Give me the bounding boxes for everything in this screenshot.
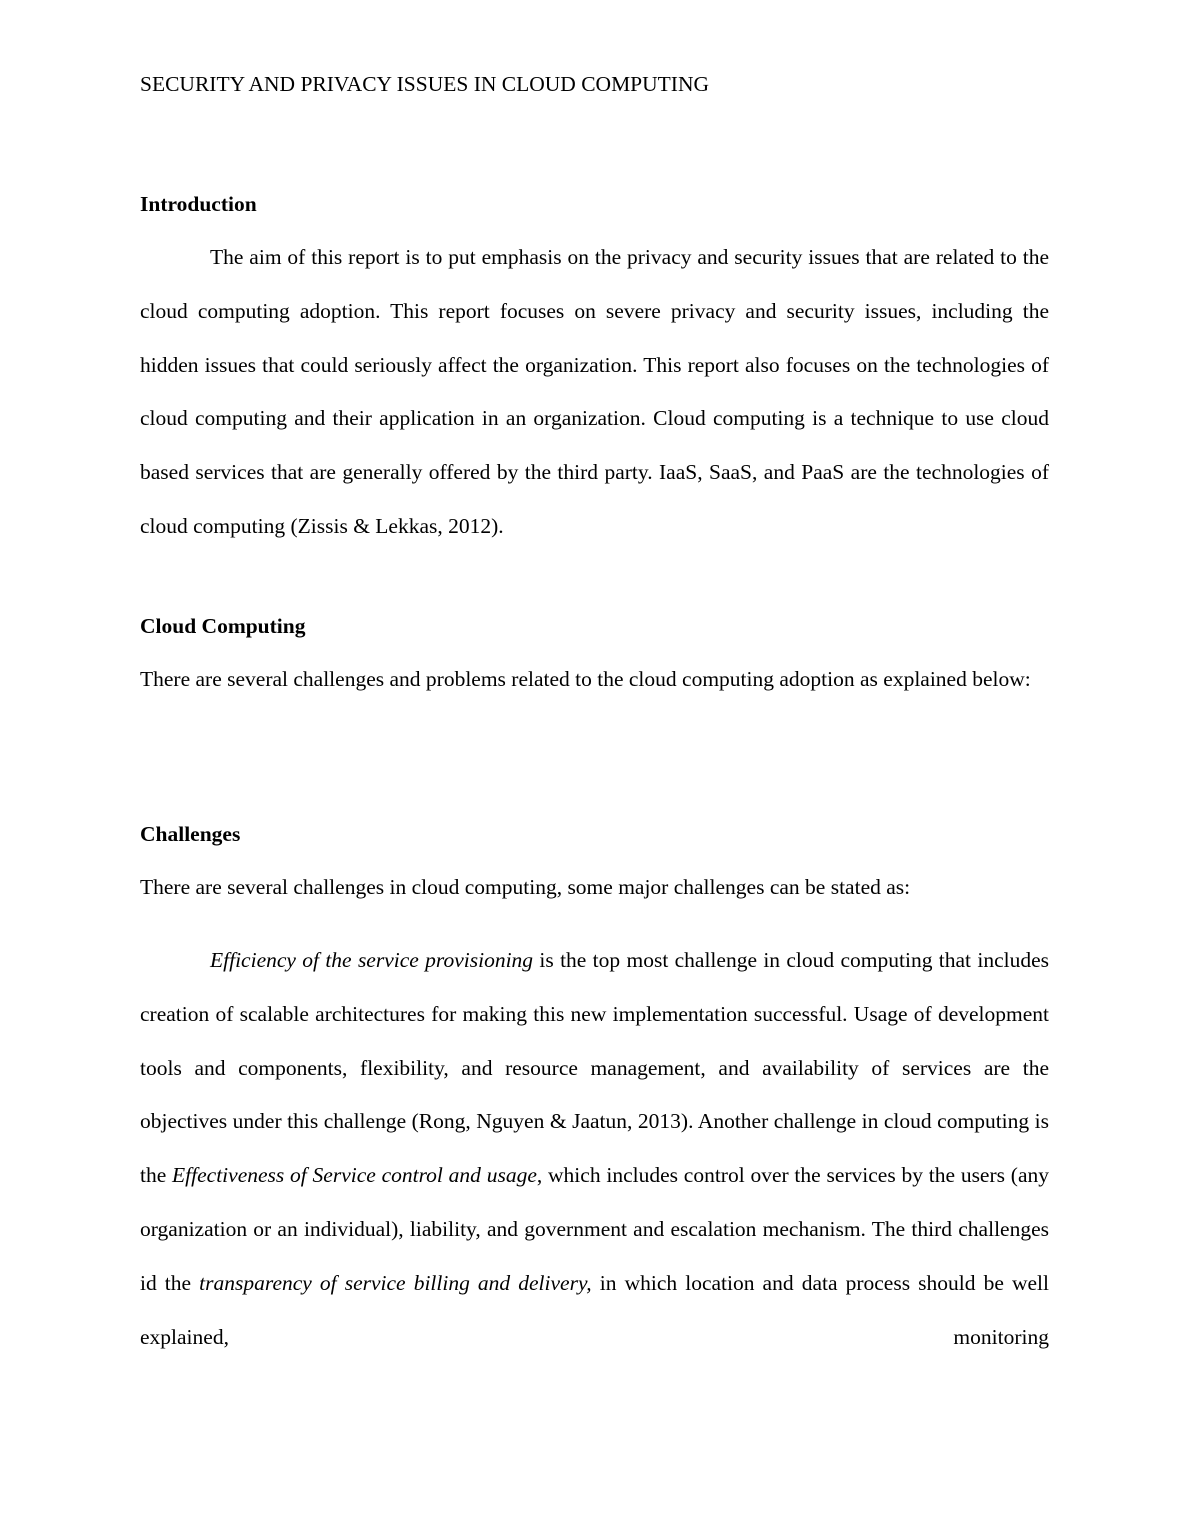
introduction-body — [140, 231, 1049, 554]
challenges-intro-paragraph: There are several challenges in cloud computing, some major challenges can be stated as: — [140, 875, 911, 899]
challenges-text-2: , which includes control over the services by the users (any organization or an individual), liability, and government and escalation mechanism. The third challenges id the — [140, 1163, 1049, 1295]
heading-cloud-computing: Cloud Computing — [140, 614, 306, 638]
cloud-computing-paragraph: There are several challenges and problems related to the cloud computing adoption as explained below: — [140, 667, 1031, 691]
heading-introduction: Introduction — [140, 192, 257, 216]
heading-challenges: Challenges — [140, 822, 241, 846]
running-head: SECURITY AND PRIVACY ISSUES IN CLOUD COMPUTING — [140, 72, 710, 96]
term-effectiveness: Effectiveness of Service control and usage — [172, 1163, 537, 1188]
term-efficiency: Efficiency of the service provisioning — [210, 948, 534, 972]
introduction-paragraph: The aim of this report is to put emphasis on the privacy and security issues that are related to the cloud computing adoption. This report focuses on severe privacy and security issues, including the hidden issues that could seriously affect the organization. This report also focuses on the technologies of cloud computing and their application in an organization. Cloud computing is a technique to use cloud based services that are generally offered by the third party. IaaS, SaaS, and PaaS are the technologies of cloud computing (Zissis & Lekkas, 2012). — [140, 245, 1049, 538]
challenges-detail-body — [140, 934, 1049, 1364]
challenges-detail-paragraph — [140, 934, 1049, 1364]
challenges-intro-body — [140, 861, 1049, 915]
cloud-computing-body — [140, 653, 1049, 707]
term-transparency: transparency of service billing and delivery, — [199, 1270, 592, 1295]
challenges-text-1: is the top most challenge in cloud computing that includes creation of scalable architectures for making this new implementation successful. Usage of development tools and components, flexibility, and resource management, and availability of services are the objectives under this challenge (Rong, Nguyen & Jaatun, 2013). Another challenge in cloud computing is the — [140, 948, 1050, 1188]
challenges-text-3: in which location and data process should be well explained, monitoring — [140, 1270, 1049, 1349]
